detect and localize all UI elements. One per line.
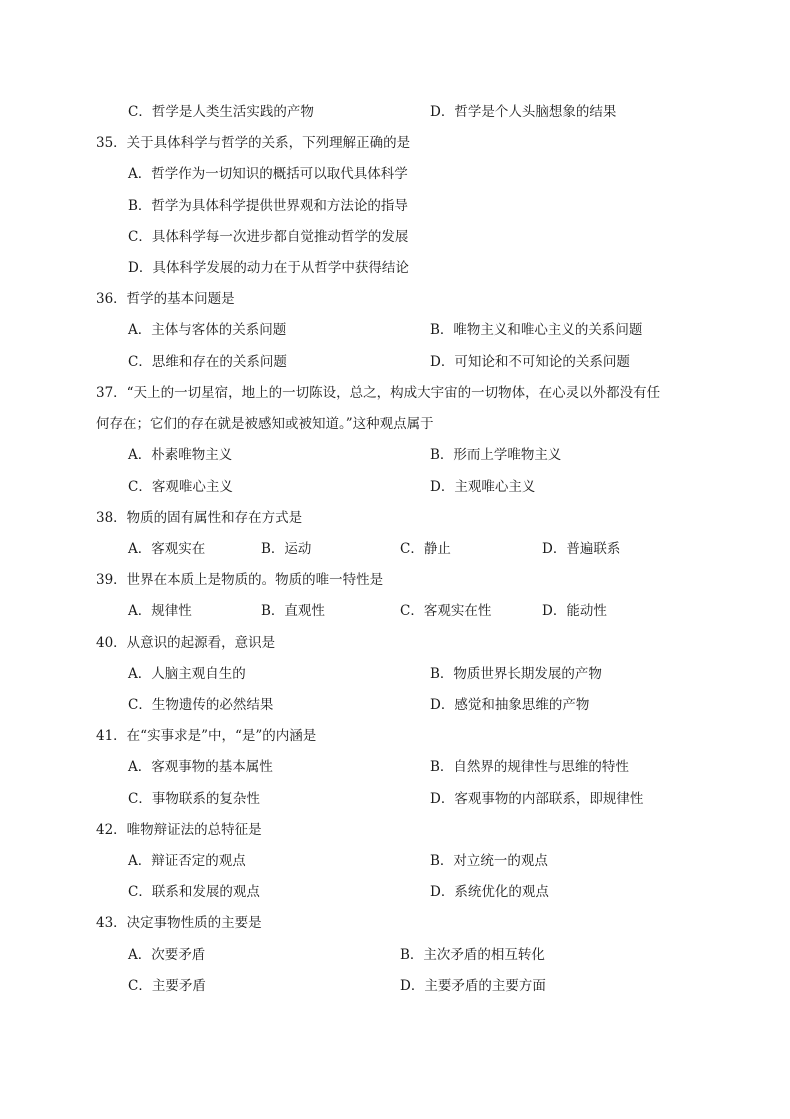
question-stem: 40．从意识的起源看，意识是 [96,635,276,651]
option-a: A．主体与客体的关系问题 [128,322,287,338]
option-c: C．客观唯心主义 [128,479,233,495]
question-stem-line-2: 何存在；它们的存在就是被感知或被知道。”这种观点属于 [96,416,434,432]
option-a: A．人脑主观自生的 [128,666,246,682]
option-a: A．客观事物的基本属性 [128,759,273,775]
option-a: A．次要矛盾 [128,947,206,963]
option-c: C．主要矛盾 [128,978,206,994]
question-stem-line-1: 37．“天上的一切星宿，地上的一切陈设，总之，构成大宇宙的一切物体，在心灵以外都没有任 [96,385,661,401]
option-d: D．主要矛盾的主要方面 [400,978,546,994]
option-c: C．联系和发展的观点 [128,884,260,900]
option-d: D．可知论和不可知论的关系问题 [430,354,630,370]
option-c: C．生物遗传的必然结果 [128,697,274,713]
option-c: C．客观实在性 [400,603,492,619]
option-d: D．感觉和抽象思维的产物 [430,697,590,713]
option-34-d: D．哲学是个人头脑想象的结果 [430,104,617,120]
option-b: B．主次矛盾的相互转化 [400,947,545,963]
option-b: B．直观性 [261,603,325,619]
option-b: B．运动 [261,541,312,557]
option-d: D．普遍联系 [542,541,621,557]
option-a: A．客观实在 [128,541,206,557]
option-34-c: C．哲学是人类生活实践的产物 [128,104,314,120]
option-d: D．客观事物的内部联系，即规律性 [430,791,644,807]
question-stem: 43．决定事物性质的主要是 [96,915,262,931]
option-b: B．自然界的规律性与思维的特性 [430,759,629,775]
option-a: A．规律性 [128,603,192,619]
option-d: D．系统优化的观点 [430,884,549,900]
question-stem: 42．唯物辩证法的总特征是 [96,822,262,838]
option-a: A．辩证否定的观点 [128,853,246,869]
option-d: D．能动性 [542,603,607,619]
option-c: C．思维和存在的关系问题 [128,354,287,370]
option-b: B．物质世界长期发展的产物 [430,666,602,682]
option-b: B．哲学为具体科学提供世界观和方法论的指导 [128,198,408,214]
option-b: B．唯物主义和唯心主义的关系问题 [430,322,643,338]
option-d: D．具体科学发展的动力在于从哲学中获得结论 [128,260,409,276]
question-stem: 36．哲学的基本问题是 [96,291,235,307]
option-b: B．形而上学唯物主义 [430,447,562,463]
question-stem: 35．关于具体科学与哲学的关系，下列理解正确的是 [96,135,411,151]
option-c: C．静止 [400,541,451,557]
option-c: C．具体科学每一次进步都自觉推动哲学的发展 [128,229,409,245]
question-stem: 38．物质的固有属性和存在方式是 [96,510,303,526]
option-d: D．主观唯心主义 [430,479,536,495]
question-stem: 41．在“实事求是”中，“是”的内涵是 [96,728,317,744]
question-stem: 39．世界在本质上是物质的。物质的唯一特性是 [96,572,384,588]
option-c: C．事物联系的复杂性 [128,791,260,807]
option-b: B．对立统一的观点 [430,853,548,869]
option-a: A．哲学作为一切知识的概括可以取代具体科学 [128,166,408,182]
option-a: A．朴素唯物主义 [128,447,233,463]
